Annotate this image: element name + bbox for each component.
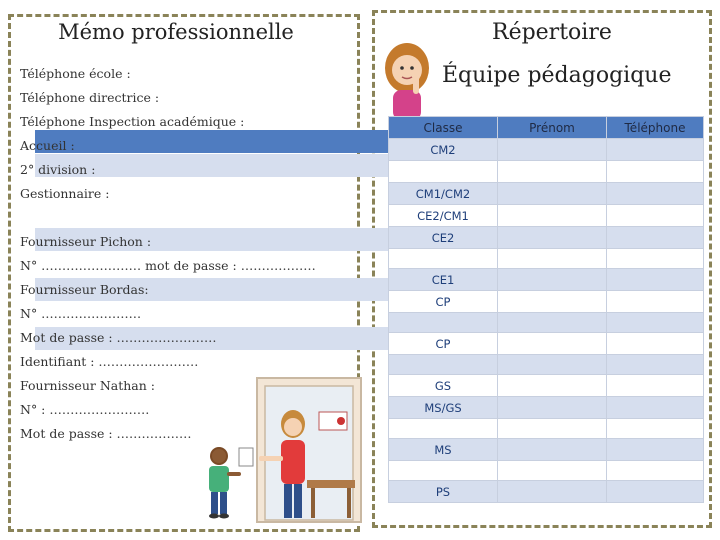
classe-cell [389,355,498,375]
telephone-cell[interactable] [607,419,704,439]
classe-cell [389,461,498,481]
telephone-cell[interactable] [607,333,704,355]
telephone-cell[interactable] [607,355,704,375]
memo-line: Mot de passe : ……………… [20,426,192,441]
telephone-cell[interactable] [607,205,704,227]
classe-cell: CE2 [389,227,498,249]
telephone-cell[interactable] [607,161,704,183]
table-header-row [389,117,704,139]
classe-cell [389,249,498,269]
telephone-cell[interactable] [607,139,704,161]
prenom-cell[interactable] [498,161,607,183]
classe-cell: MS [389,439,498,461]
telephone-cell[interactable] [607,461,704,481]
table-row [389,139,704,161]
memo-line: N° : …………………… [20,402,150,417]
table-row [389,397,704,419]
telephone-cell[interactable] [607,249,704,269]
telephone-cell[interactable] [607,439,704,461]
table-row [389,249,704,269]
telephone-cell[interactable] [607,269,704,291]
table-row [389,183,704,205]
column-header-telephone: Téléphone [607,117,704,139]
table-row [389,461,704,481]
memo-line: Téléphone Inspection académique : [20,114,245,129]
memo-line: Téléphone école : [20,66,131,81]
table-row [389,355,704,375]
classe-cell: CE2/CM1 [389,205,498,227]
prenom-cell[interactable] [498,481,607,503]
table-row [389,333,704,355]
classe-cell [389,313,498,333]
classe-cell [389,161,498,183]
classe-cell: CP [389,291,498,313]
telephone-cell[interactable] [607,313,704,333]
telephone-cell[interactable] [607,227,704,249]
table-row [389,481,704,503]
prenom-cell[interactable] [498,439,607,461]
table-row [389,419,704,439]
prenom-cell[interactable] [498,249,607,269]
table-row [389,205,704,227]
prenom-cell[interactable] [498,269,607,291]
memo-line: Fournisseur Pichon : [20,234,152,249]
prenom-cell[interactable] [498,375,607,397]
telephone-cell[interactable] [607,375,704,397]
memo-line: Gestionnaire : [20,186,110,201]
table-row [389,291,704,313]
table-row [389,439,704,461]
memo-line: Fournisseur Nathan : [20,378,155,393]
memo-line: N° …………………… mot de passe : ……………… [20,258,316,273]
prenom-cell[interactable] [498,397,607,419]
classe-cell: GS [389,375,498,397]
prenom-cell[interactable] [498,139,607,161]
table-row [389,161,704,183]
classe-cell: MS/GS [389,397,498,419]
table-row [389,227,704,249]
memo-line: Accueil : [20,138,75,153]
classe-cell: CE1 [389,269,498,291]
classe-cell: CM1/CM2 [389,183,498,205]
band-accueil [35,130,389,153]
team-table [388,116,704,503]
prenom-cell[interactable] [498,183,607,205]
prenom-cell[interactable] [498,291,607,313]
prenom-cell[interactable] [498,419,607,439]
memo-line: Identifiant : …………………… [20,354,199,369]
memo-line: Téléphone directrice : [20,90,160,105]
memo-line: Fournisseur Bordas: [20,282,149,297]
prenom-cell[interactable] [498,461,607,481]
telephone-cell[interactable] [607,397,704,419]
column-header-classe: Classe [389,117,498,139]
memo-line: 2° division : [20,162,96,177]
telephone-cell[interactable] [607,481,704,503]
table-row [389,313,704,333]
memo-line: N° …………………… [20,306,142,321]
memo-line: Mot de passe : …………………… [20,330,217,345]
classe-cell: PS [389,481,498,503]
prenom-cell[interactable] [498,205,607,227]
thinking-girl-illustration [383,40,433,122]
classe-cell [389,419,498,439]
prenom-cell[interactable] [498,313,607,333]
classe-cell: CP [389,333,498,355]
telephone-cell[interactable] [607,183,704,205]
teacher-child-illustration [195,372,365,524]
memo-title: Mémo professionnelle [58,20,294,44]
table-row [389,375,704,397]
repertoire-title: Répertoire [492,20,612,45]
prenom-cell[interactable] [498,355,607,375]
telephone-cell[interactable] [607,291,704,313]
table-row [389,269,704,291]
classe-cell: CM2 [389,139,498,161]
column-header-prenom: Prénom [498,117,607,139]
prenom-cell[interactable] [498,333,607,355]
repertoire-subtitle: Équipe pédagogique [442,63,672,88]
prenom-cell[interactable] [498,227,607,249]
